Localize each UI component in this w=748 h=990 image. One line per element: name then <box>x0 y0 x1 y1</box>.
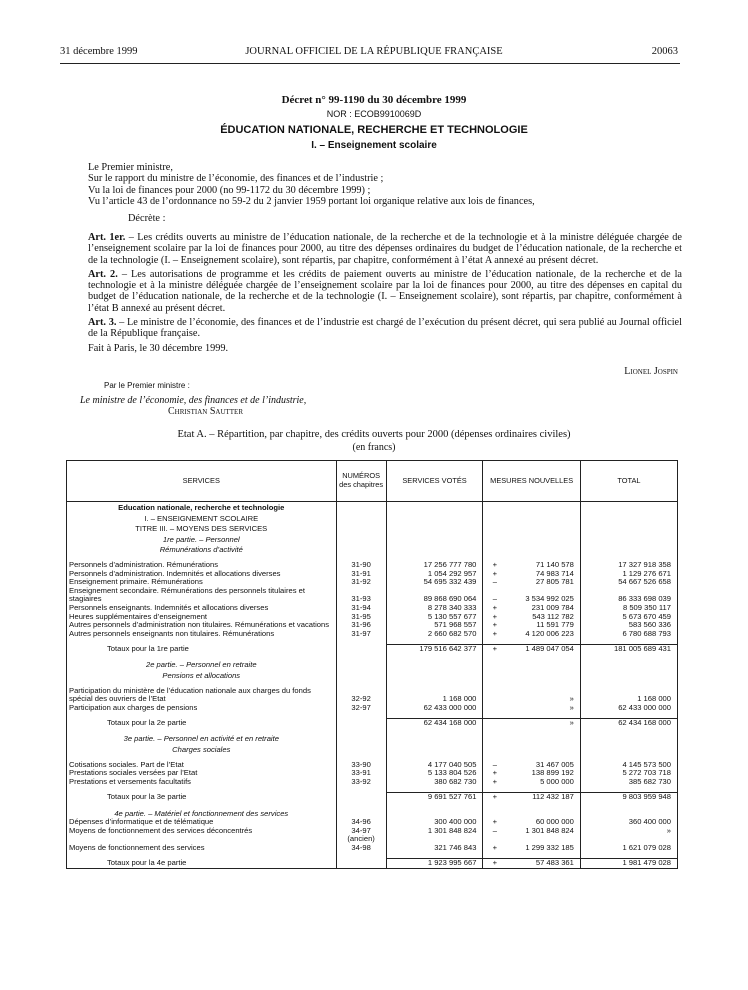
mesures-value: » <box>506 718 580 727</box>
services-votes-value: 5 133 804 526 <box>386 769 483 778</box>
sign-cell <box>483 513 506 524</box>
chapter-number <box>336 859 386 869</box>
sign-cell <box>483 544 506 555</box>
total-value: 17 327 918 358 <box>580 561 677 570</box>
minister-name: Christian Sautter <box>168 406 244 417</box>
mesures-sign: + <box>492 628 498 638</box>
total-value: 86 333 698 039 <box>580 587 677 604</box>
mesures-value: 138 899 192 <box>506 769 580 778</box>
chapter-number: (ancien) <box>336 835 386 844</box>
chapter-number <box>336 792 386 801</box>
preamble <box>88 162 682 224</box>
sign-cell <box>483 659 506 670</box>
mesures-sign <box>483 718 506 727</box>
sign-cell <box>483 744 506 755</box>
mesures-sign <box>483 687 506 704</box>
budget-table <box>66 460 678 869</box>
by-pm: Par le Premier ministre : <box>104 381 190 390</box>
mesures-value: 5 000 000 <box>506 778 580 787</box>
table-total-row <box>67 644 678 653</box>
row-label: Totaux pour la 2e partie <box>67 718 337 727</box>
mesures-cell <box>506 513 580 524</box>
services-votes-value: 571 968 557 <box>386 621 483 630</box>
chapter-cell <box>336 534 386 545</box>
mesures-value: 4 120 006 223 <box>506 630 580 639</box>
decree-nor: NOR : ECOB9910069D <box>326 109 422 119</box>
total-value: 1 981 479 028 <box>580 859 677 869</box>
total-cell <box>580 544 677 555</box>
chapter-cell <box>336 670 386 681</box>
mesures-cell <box>506 502 580 513</box>
total-value: 583 560 336 <box>580 621 677 630</box>
mesures-sign: – <box>492 759 497 769</box>
votes-cell <box>386 670 483 681</box>
mesures-sign: + <box>492 842 498 852</box>
total-value: 54 667 526 658 <box>580 578 677 587</box>
row-label: Participation aux charges de pensions <box>67 704 337 713</box>
row-label: Prestations sociales versées par l’Etat <box>67 769 337 778</box>
section-heading-cell: 3e partie. – Personnel en activité et en retraite <box>67 733 337 744</box>
row-label: Personnels d’administration. Rémunérations <box>67 561 337 570</box>
row-label: Dépenses d’informatique et de télématique <box>67 818 337 827</box>
services-votes-value: 89 868 690 064 <box>386 587 483 604</box>
articles <box>88 232 682 354</box>
mesures-cell <box>506 523 580 534</box>
table-total-row <box>67 792 678 801</box>
table-section-heading <box>67 659 678 670</box>
table-section-heading <box>67 502 678 513</box>
table-section-heading <box>67 670 678 681</box>
article-label: Art. 1er. <box>88 232 126 243</box>
chapter-number: 33-92 <box>336 778 386 787</box>
header-rule <box>60 63 680 64</box>
total-cell <box>580 744 677 755</box>
preamble-line: Sur le rapport du ministre de l’économie, des finances et de l’industrie ; <box>88 173 384 185</box>
total-value: 8 509 350 117 <box>580 604 677 613</box>
mesures-sign: + <box>492 602 498 612</box>
chapter-number: 31-92 <box>336 578 386 587</box>
sign-cell <box>483 502 506 513</box>
total-value: 62 433 000 000 <box>580 704 677 713</box>
chapter-number: 34-96 <box>336 818 386 827</box>
row-label: Personnels enseignants. Indemnités et allocations diverses <box>67 604 337 613</box>
mesures-value: 1 301 848 824 <box>506 827 580 836</box>
row-label: Totaux pour la 4e partie <box>67 859 337 869</box>
votes-cell <box>386 502 483 513</box>
services-votes-value: 380 682 730 <box>386 778 483 787</box>
section-heading-cell: Charges sociales <box>67 744 337 755</box>
table-body <box>67 502 678 869</box>
total-value: 6 780 688 793 <box>580 630 677 639</box>
mesures-value: » <box>506 687 580 704</box>
sign-cell <box>483 523 506 534</box>
total-value: 9 803 959 948 <box>580 792 677 801</box>
services-votes-value: 1 301 848 824 <box>386 827 483 836</box>
article-1 <box>88 232 682 266</box>
sign-cell <box>483 670 506 681</box>
mesures-cell <box>506 659 580 670</box>
preamble-line: Vu l’article 43 de l’ordonnance no 59-2 du 2 janvier 1959 portant loi organique relative aux lois de finances, <box>88 195 535 207</box>
chapter-number: 32-97 <box>336 704 386 713</box>
preamble-line: Vu la loi de finances pour 2000 (no 99-1172 du 30 décembre 1999) ; <box>88 184 371 196</box>
row-label: Participation du ministère de l’éducation nationale aux charges du fonds spécial des ouvriers de l’Etat <box>67 687 337 704</box>
table-row <box>67 587 678 604</box>
section-heading-cell: 4e partie. – Matériel et fonctionnement des services <box>67 808 337 819</box>
total-value: 5 673 670 459 <box>580 613 677 622</box>
mesures-sign: + <box>492 559 498 569</box>
section-heading-cell: Education nationale, recherche et technologie <box>67 502 337 513</box>
table-row <box>67 778 678 787</box>
mesures-sign: + <box>492 776 498 786</box>
mesures-sign: – <box>492 825 497 835</box>
section-heading-cell: Pensions et allocations <box>67 670 337 681</box>
row-label: Heures supplémentaires d’enseignement <box>67 613 337 622</box>
row-label: Totaux pour la 3e partie <box>67 792 337 801</box>
table-row <box>67 630 678 639</box>
etat-title: Etat A. – Répartition, par chapitre, des crédits ouverts pour 2000 (dépenses ordinaires civiles) <box>177 429 571 440</box>
sign-cell <box>483 534 506 545</box>
mesures-value: 27 805 781 <box>506 578 580 587</box>
chapter-number: 34-97 <box>336 827 386 836</box>
chapter-number: 33-91 <box>336 769 386 778</box>
table-total-row <box>67 718 678 727</box>
chapter-number: 31-93 <box>336 587 386 604</box>
chapter-number: 31-90 <box>336 561 386 570</box>
decrete-line: Décrète : <box>128 213 166 225</box>
row-label: Totaux pour la 1re partie <box>67 644 337 653</box>
services-votes-value: 17 256 777 780 <box>386 561 483 570</box>
votes-cell <box>386 744 483 755</box>
total-cell <box>580 502 677 513</box>
mesures-value: 543 112 782 <box>506 613 580 622</box>
etat-unit: (en francs) <box>352 442 396 453</box>
row-label: Moyens de fonctionnement des services <box>67 844 337 853</box>
section-title: I. – Enseignement scolaire <box>311 140 437 151</box>
row-label: Enseignement primaire. Rémunérations <box>67 578 337 587</box>
table-section-heading <box>67 523 678 534</box>
decree-title: Décret n° 99-1190 du 30 décembre 1999 <box>281 94 467 106</box>
page-number: 20063 <box>651 46 678 57</box>
chapter-number: 32-92 <box>336 687 386 704</box>
votes-cell <box>386 534 483 545</box>
total-value: 181 005 689 431 <box>580 644 677 653</box>
chapter-number: 33-90 <box>336 761 386 770</box>
votes-cell <box>386 513 483 524</box>
chapter-cell <box>336 544 386 555</box>
chapter-number <box>336 644 386 653</box>
row-label: Prestations et versements facultatifs <box>67 778 337 787</box>
chapter-number: 31-97 <box>336 630 386 639</box>
services-votes-value: 4 177 040 505 <box>386 761 483 770</box>
article-label: Art. 3. <box>88 317 117 329</box>
col-total: TOTAL <box>580 461 677 502</box>
table-row <box>67 704 678 713</box>
mesures-sign <box>483 704 506 713</box>
row-label: Moyens de fonctionnement des services déconcentrés <box>67 827 337 836</box>
votes-cell <box>386 544 483 555</box>
mesures-cell <box>506 544 580 555</box>
col-numeros: NUMÉROS des chapitres <box>336 461 386 502</box>
section-heading-cell: I. – ENSEIGNEMENT SCOLAIRE <box>67 513 337 524</box>
total-value: 385 682 730 <box>580 778 677 787</box>
mesures-value: 1 299 332 185 <box>506 844 580 853</box>
services-votes-value: 1 168 000 <box>386 687 483 704</box>
done-at: Fait à Paris, le 30 décembre 1999. <box>88 342 229 354</box>
col-mesures: MESURES NOUVELLES <box>483 461 580 502</box>
mesures-sign: + <box>492 768 498 778</box>
chapter-cell <box>336 523 386 534</box>
mesures-sign: + <box>492 817 498 827</box>
mesures-value: 60 000 000 <box>506 818 580 827</box>
row-label: Cotisations sociales. Part de l’Etat <box>67 761 337 770</box>
votes-cell <box>386 659 483 670</box>
minister-title: Le ministre de l’économie, des finances et de l’industrie, <box>80 395 307 406</box>
total-value: 4 145 573 500 <box>580 761 677 770</box>
services-votes-value: 8 278 340 333 <box>386 604 483 613</box>
services-votes-value: 300 400 000 <box>386 818 483 827</box>
mesures-cell <box>506 733 580 744</box>
article-text: – Les autorisations de programme et les crédits de paiement ouverts au ministre de l’éducation nationale, de la recherche et de la technologie et à la ministre déléguée chargée de l’enseignement scolaire par la loi de finances pour 2000, au titre des dépenses en capital du budget de l’éducation nationale, de la recherche et de la technologie (I. – Enseignement scolaire), sont répartis, par chapitre, conformément à l’état B annexé au présent décret. <box>88 268 682 314</box>
article-text: – Les crédits ouverts au ministre de l’éducation nationale, de la recherche et de la technologie et à la ministre déléguée chargée de l’enseignement scolaire par la loi de finances pour 2000, au titre des dépenses ordinaires du budget de l’éducation nationale, de la recherche et de la technologie (I. – Enseignement scolaire), sont répartis, par chapitre, conformément à l’état A annexé au présent décret. <box>88 232 682 266</box>
services-votes-value: 54 695 332 439 <box>386 578 483 587</box>
table-section-heading <box>67 544 678 555</box>
mesures-cell <box>506 744 580 755</box>
mesures-sign: – <box>492 577 497 587</box>
mesures-cell <box>506 670 580 681</box>
journal-title: JOURNAL OFFICIEL DE LA RÉPUBLIQUE FRANÇAISE <box>245 46 503 57</box>
mesures-value: 231 009 784 <box>506 604 580 613</box>
services-votes-value: 62 434 168 000 <box>386 718 483 727</box>
total-value: 360 400 000 <box>580 818 677 827</box>
total-value: 62 434 168 000 <box>580 718 677 727</box>
services-votes-value: 5 130 557 677 <box>386 613 483 622</box>
row-label: Autres personnels enseignants non titulaires. Rémunérations <box>67 630 337 639</box>
chapter-cell <box>336 744 386 755</box>
mesures-sign: + <box>492 620 498 630</box>
total-cell <box>580 534 677 545</box>
article-text: – Le ministre de l’économie, des finances et de l’industrie est chargé de l’exécution du présent décret, qui sera publié au Journal officiel de la République française. <box>88 317 682 340</box>
row-label: Enseignement secondaire. Rémunérations des personnels titulaires et stagiaires <box>67 587 337 604</box>
ministry-title: ÉDUCATION NATIONALE, RECHERCHE ET TECHNOLOGIE <box>220 124 528 136</box>
article-2 <box>88 269 682 314</box>
total-cell <box>580 670 677 681</box>
chapter-number: 31-91 <box>336 570 386 579</box>
section-heading-cell: TITRE III. – MOYENS DES SERVICES <box>67 523 337 534</box>
mesures-value: 71 140 578 <box>506 561 580 570</box>
services-votes-value: 2 660 682 570 <box>386 630 483 639</box>
services-votes-value: 179 516 642 377 <box>386 644 483 653</box>
mesures-sign: – <box>492 594 497 604</box>
table-section-heading <box>67 744 678 755</box>
total-value: » <box>580 827 677 836</box>
total-value: 1 129 276 671 <box>580 570 677 579</box>
article-3 <box>88 317 682 340</box>
chapter-number <box>336 718 386 727</box>
total-cell <box>580 513 677 524</box>
total-value: 5 272 703 718 <box>580 769 677 778</box>
mesures-sign: + <box>492 568 498 578</box>
mesures-value: 3 534 992 025 <box>506 587 580 604</box>
col-services: SERVICES <box>67 461 337 502</box>
total-cell <box>580 659 677 670</box>
mesures-cell <box>506 534 580 545</box>
section-heading-cell: 2e partie. – Personnel en retraite <box>67 659 337 670</box>
article-label: Art. 2. <box>88 268 118 280</box>
section-heading-cell: Rémunérations d’activité <box>67 544 337 555</box>
mesures-sign: + <box>492 611 498 621</box>
preamble-line: Le Premier ministre, <box>88 162 173 173</box>
table-total-row <box>67 859 678 869</box>
table-section-heading <box>67 733 678 744</box>
mesures-sign: + <box>483 644 506 653</box>
chapter-number: 31-96 <box>336 621 386 630</box>
signature: Lionel Jospin <box>624 366 678 377</box>
chapter-number: 34-98 <box>336 844 386 853</box>
col-votes: SERVICES VOTÉS <box>386 461 483 502</box>
votes-cell <box>386 523 483 534</box>
mesures-value: 1 489 047 054 <box>506 644 580 653</box>
chapter-number: 31-95 <box>336 613 386 622</box>
table-row <box>67 844 678 853</box>
chapter-cell <box>336 733 386 744</box>
row-label: Personnels d’administration. Indemnités et allocations diverses <box>67 570 337 579</box>
services-votes-value: 1 054 292 957 <box>386 570 483 579</box>
total-value: 1 621 079 028 <box>580 844 677 853</box>
mesures-value: » <box>506 704 580 713</box>
mesures-value: 112 432 187 <box>506 792 580 801</box>
total-cell <box>580 523 677 534</box>
mesures-value: 74 983 714 <box>506 570 580 579</box>
chapter-number: 31-94 <box>336 604 386 613</box>
mesures-sign: + <box>483 859 506 869</box>
row-label: Autres personnels d’administration non titulaires. Rémunérations et vacations <box>67 621 337 630</box>
services-votes-value: 62 433 000 000 <box>386 704 483 713</box>
total-value: 1 168 000 <box>580 687 677 704</box>
votes-cell <box>386 733 483 744</box>
mesures-sign: + <box>483 792 506 801</box>
chapter-cell <box>336 513 386 524</box>
services-votes-value: 321 746 843 <box>386 844 483 853</box>
table-section-heading <box>67 513 678 524</box>
mesures-value: 11 591 779 <box>506 621 580 630</box>
services-votes-value: 9 691 527 761 <box>386 792 483 801</box>
services-votes-value: 1 923 995 667 <box>386 859 483 869</box>
mesures-value: 57 483 361 <box>506 859 580 869</box>
chapter-cell <box>336 502 386 513</box>
section-heading-cell: 1re partie. – Personnel <box>67 534 337 545</box>
mesures-value: 31 467 005 <box>506 761 580 770</box>
table-header-row <box>67 461 678 502</box>
header-date: 31 décembre 1999 <box>60 46 138 57</box>
total-cell <box>580 733 677 744</box>
table-row <box>67 687 678 704</box>
table-section-heading <box>67 534 678 545</box>
chapter-cell <box>336 659 386 670</box>
sign-cell <box>483 733 506 744</box>
